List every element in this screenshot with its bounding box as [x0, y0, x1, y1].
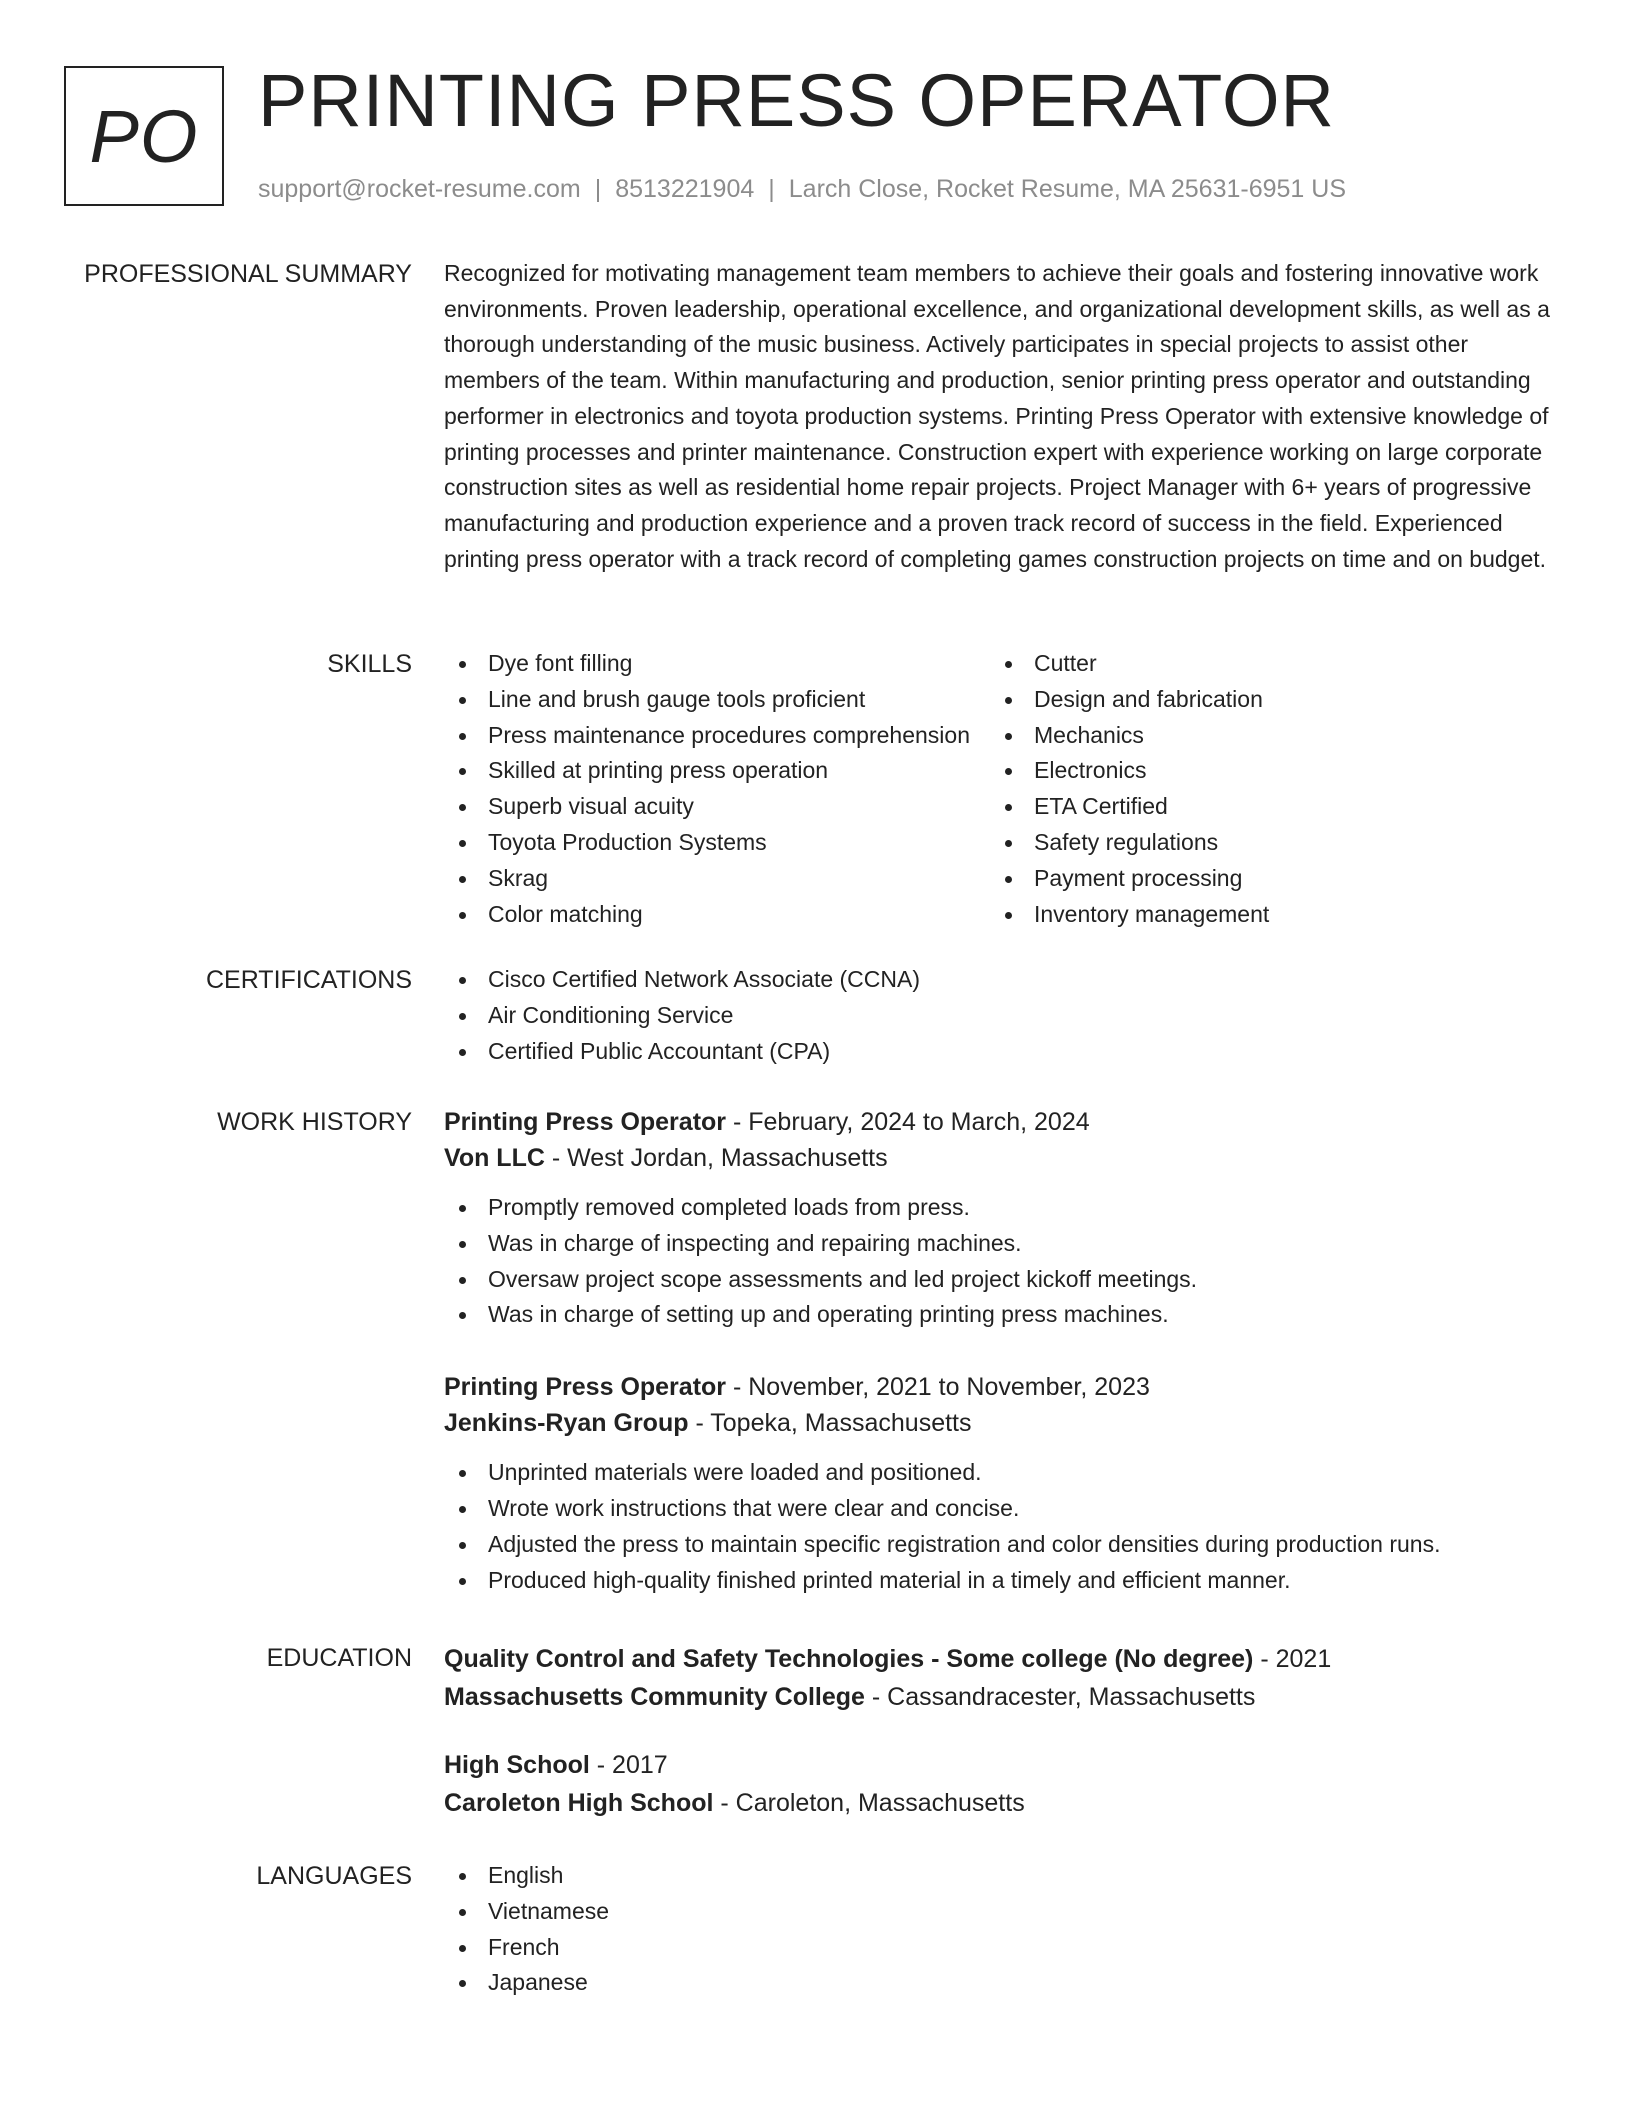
education-school: Caroleton High School — [444, 1789, 714, 1817]
job-dates: - November, 2021 to November, 2023 — [726, 1373, 1150, 1402]
education-body — [444, 1640, 1552, 1822]
job-company-line — [444, 1140, 1552, 1176]
section-heading-summary: PROFESSIONAL SUMMARY — [84, 260, 412, 288]
monogram-badge — [64, 66, 224, 206]
skill-item: Mechanics — [990, 718, 1269, 754]
job-title-line — [444, 1369, 1552, 1405]
education-degree: Quality Control and Safety Technologies - Some college (No degree) — [444, 1645, 1254, 1673]
job-duty: Wrote work instructions that were clear and concise. — [444, 1491, 1552, 1527]
skill-item: Line and brush gauge tools proficient — [444, 682, 970, 718]
certification-item: Certified Public Accountant (CPA) — [444, 1034, 1552, 1070]
job-dates: - February, 2024 to March, 2024 — [726, 1108, 1090, 1136]
language-item: French — [444, 1930, 1552, 1966]
contact-phone: 8513221904 — [615, 175, 755, 203]
job-title-line — [444, 1104, 1552, 1140]
education-school: Massachusetts Community College — [444, 1683, 865, 1711]
job-company: Jenkins-Ryan Group — [444, 1409, 689, 1438]
education-year: - 2021 — [1253, 1645, 1332, 1673]
education-location: - Caroleton, Massachusetts — [713, 1789, 1025, 1817]
skill-item: Color matching — [444, 897, 970, 933]
skills-columns — [444, 646, 1552, 936]
summary-body — [444, 256, 1552, 577]
education-degree-line — [444, 1640, 1552, 1678]
language-item: Vietnamese — [444, 1894, 1552, 1930]
skill-item: Safety regulations — [990, 825, 1269, 861]
job-duty: Was in charge of setting up and operating printing press machines. — [444, 1297, 1552, 1333]
skill-item: Toyota Production Systems — [444, 825, 970, 861]
language-item: Japanese — [444, 1965, 1552, 2001]
job-location: - West Jordan, Massachusetts — [544, 1144, 888, 1172]
job-location: - Topeka, Massachusetts — [688, 1409, 972, 1438]
contact-address: Larch Close, Rocket Resume, MA 25631-6951 US — [788, 175, 1346, 203]
job-title: Printing Press Operator — [444, 1373, 727, 1402]
skill-item: Electronics — [990, 753, 1269, 789]
education-location: - Cassandracester, Massachusetts — [864, 1683, 1256, 1711]
education-degree-line — [444, 1746, 1552, 1784]
job-company: Von LLC — [444, 1144, 545, 1172]
job-entry — [444, 1104, 1552, 1333]
job-duty: Produced high-quality finished printed material in a timely and efficient manner. — [444, 1563, 1552, 1599]
certifications-body — [444, 962, 1552, 1069]
skill-item: Design and fabrication — [990, 682, 1269, 718]
skill-item: Payment processing — [990, 861, 1269, 897]
job-duty: Adjusted the press to maintain specific registration and color densities during production runs. — [444, 1527, 1552, 1563]
job-duty: Promptly removed completed loads from press. — [444, 1190, 1552, 1226]
skill-item: Skrag — [444, 861, 970, 897]
education-degree: High School — [444, 1751, 590, 1779]
skills-body — [444, 646, 1552, 936]
certification-item: Cisco Certified Network Associate (CCNA) — [444, 962, 1552, 998]
section-heading-languages: LANGUAGES — [256, 1862, 412, 1890]
job-duties-list — [444, 1190, 1552, 1333]
languages-body — [444, 1858, 1552, 2001]
contact-line — [258, 172, 1346, 206]
job-duties-list — [444, 1455, 1552, 1598]
skill-item: Cutter — [990, 646, 1269, 682]
job-duty: Was in charge of inspecting and repairing machines. — [444, 1226, 1552, 1262]
education-year: - 2017 — [589, 1751, 668, 1779]
section-heading-skills: SKILLS — [327, 650, 412, 678]
section-heading-certifications: CERTIFICATIONS — [205, 966, 412, 994]
skill-item: Dye font filling — [444, 646, 970, 682]
skill-item: Inventory management — [990, 897, 1269, 933]
certification-item: Air Conditioning Service — [444, 998, 1552, 1034]
resume-name: PRINTING PRESS OPERATOR — [258, 59, 1335, 142]
monogram-initials: PO — [89, 94, 199, 178]
language-item: English — [444, 1858, 1552, 1894]
contact-email: support@rocket-resume.com — [258, 175, 581, 203]
job-entry — [444, 1369, 1552, 1598]
job-duty: Oversaw project scope assessments and led project kickoff meetings. — [444, 1262, 1552, 1298]
skill-item: ETA Certified — [990, 789, 1269, 825]
job-duty: Unprinted materials were loaded and positioned. — [444, 1455, 1552, 1491]
certifications-list — [444, 962, 1552, 1069]
summary-text: Recognized for motivating management team members to achieve their goals and fostering innovative work environments. Proven leadership, operational excellence, and organizational development skills, as well as a thorough understanding of the music business. Actively participates in special projects to assist other members of the team. Within manufacturing and production, senior printing press operator and outstanding performer in electronics and toyota production systems. Printing Press Operator with extensive knowledge of printing processes and printer maintenance. Construction expert with experience working on large corporate construction sites as well as residential home repair projects. Project Manager with 6+ years of progressive manufacturing and production experience and a proven track record of success in the field. Experienced printing press operator with a track record of completing games construction projects on time and on budget. — [444, 260, 1550, 572]
skill-item: Skilled at printing press operation — [444, 753, 970, 789]
job-title: Printing Press Operator — [444, 1108, 727, 1136]
section-heading-education: EDUCATION — [266, 1644, 412, 1672]
skills-column-right — [990, 646, 1269, 932]
languages-list — [444, 1858, 1552, 2001]
section-heading-work-history: WORK HISTORY — [217, 1108, 412, 1136]
work-history-body — [444, 1104, 1552, 1598]
skill-item: Superb visual acuity — [444, 789, 970, 825]
contact-separator: | — [768, 175, 775, 203]
education-entry — [444, 1640, 1552, 1716]
skill-item: Press maintenance procedures comprehension — [444, 718, 970, 754]
education-entry — [444, 1746, 1552, 1822]
contact-separator: | — [594, 175, 602, 203]
education-school-line — [444, 1784, 1552, 1822]
skills-column-left — [444, 646, 970, 932]
job-company-line — [444, 1405, 1552, 1441]
education-school-line — [444, 1678, 1552, 1716]
